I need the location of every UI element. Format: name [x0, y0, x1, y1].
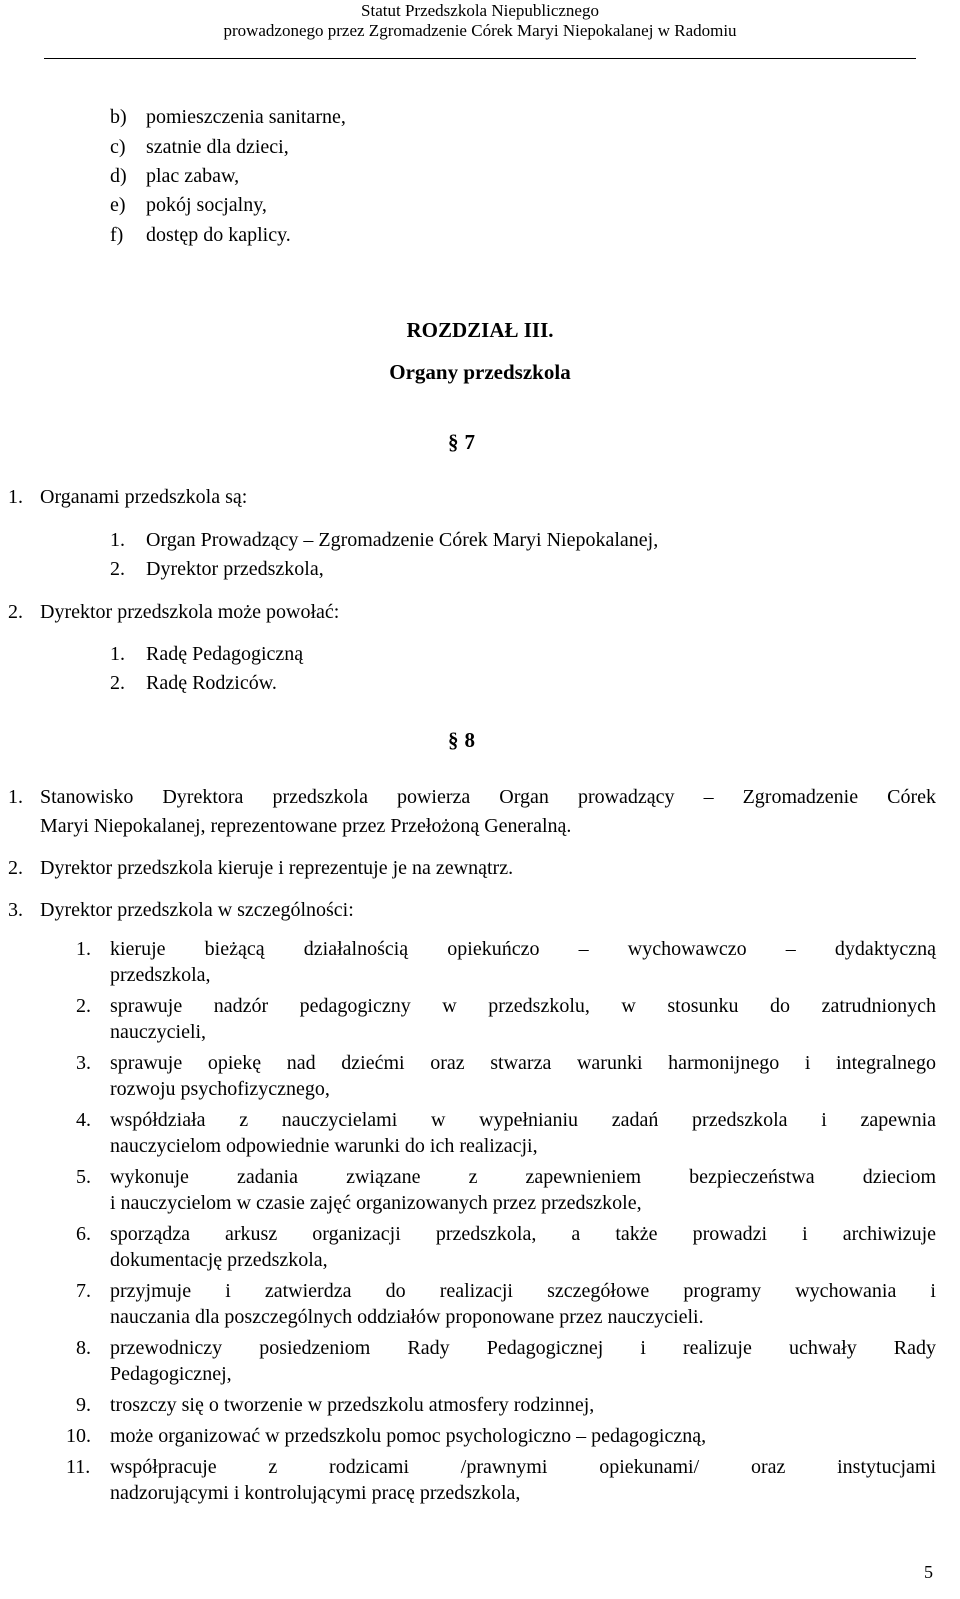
list-item: przyjmuje i zatwierdza do realizacji szczegółowe programy wychowania i [110, 1280, 936, 1302]
list-item: Organami przedszkola są: [40, 486, 248, 508]
list-item-continuation: i nauczycielom w czasie zajęć organizowanych przez przedszkole, [110, 1192, 642, 1214]
list-item: sporządza arkusz organizacji przedszkola, a także prowadzi i archiwizuje [110, 1223, 936, 1245]
section-symbol: § [448, 728, 459, 752]
list-item: dostęp do kaplicy. [146, 224, 291, 246]
list-marker: 4. [76, 1109, 91, 1131]
list-item: szatnie dla dzieci, [146, 136, 289, 158]
header-subtitle: prowadzonego przez Zgromadzenie Córek Maryi Niepokalanej w Radomiu [223, 21, 737, 40]
paragraph-line: Maryi Niepokalanej, reprezentowane przez Przełożoną Generalną. [40, 815, 572, 837]
list-marker: 1. [110, 529, 125, 551]
list-item: Dyrektor przedszkola może powołać: [40, 601, 340, 623]
section-number: 8 [464, 728, 475, 752]
section-symbol: § [448, 430, 459, 454]
list-marker: e) [110, 194, 126, 216]
list-item-continuation: nauczycieli, [110, 1021, 207, 1043]
list-marker: 2. [110, 558, 125, 580]
list-item-continuation: nauczania dla poszczególnych oddziałów proponowane przez nauczycieli. [110, 1306, 704, 1328]
list-item-continuation: dokumentację przedszkola, [110, 1249, 328, 1271]
list-marker: 1. [8, 786, 23, 808]
list-item: współpracuje z rodzicami /prawnymi opiekunami/ oraz instytucjami [110, 1456, 936, 1478]
list-marker: 2. [8, 857, 23, 879]
list-marker: 5. [76, 1166, 91, 1188]
list-marker: c) [110, 136, 126, 158]
list-marker: b) [110, 106, 127, 128]
list-marker: 6. [76, 1223, 91, 1245]
list-marker: 2. [8, 601, 23, 623]
list-item-continuation: przedszkola, [110, 964, 211, 986]
list-marker: 1. [110, 643, 125, 665]
list-item: przewodniczy posiedzeniom Rady Pedagogicznej i realizuje uchwały Rady [110, 1337, 936, 1359]
list-item: pokój socjalny, [146, 194, 267, 216]
list-item-continuation: Pedagogicznej, [110, 1363, 232, 1385]
header-divider [44, 58, 916, 59]
list-item: może organizować w przedszkolu pomoc psychologiczno – pedagogiczną, [110, 1425, 707, 1447]
list-item-continuation: nadzorującymi i kontrolującymi pracę przedszkola, [110, 1482, 521, 1504]
list-item: Radę Rodziców. [146, 672, 277, 694]
list-marker: d) [110, 165, 127, 187]
paragraph-text: Dyrektor przedszkola w szczególności: [40, 899, 354, 921]
list-marker: f) [110, 224, 124, 246]
list-item: wykonuje zadania związane z zapewnieniem bezpieczeństwa dzieciom [110, 1166, 936, 1188]
list-item: sprawuje nadzór pedagogiczny w przedszkolu, w stosunku do zatrudnionych [110, 995, 936, 1017]
list-marker: 1. [8, 486, 23, 508]
section-8-heading [448, 727, 475, 753]
chapter-title: ROZDZIAŁ III. [406, 318, 554, 342]
paragraph-line: Stanowisko Dyrektora przedszkola powierza Organ prowadzący – Zgromadzenie Córek [40, 786, 936, 808]
list-marker: 2. [76, 995, 91, 1017]
list-item: Organ Prowadzący – Zgromadzenie Córek Maryi Niepokalanej, [146, 529, 659, 551]
list-item-continuation: nauczycielom odpowiednie warunki do ich realizacji, [110, 1135, 538, 1157]
chapter-subtitle: Organy przedszkola [389, 360, 571, 384]
list-item: Dyrektor przedszkola, [146, 558, 324, 580]
list-marker: 10. [66, 1425, 91, 1447]
header-title: Statut Przedszkola Niepublicznego [361, 1, 599, 20]
list-item: pomieszczenia sanitarne, [146, 106, 346, 128]
list-marker: 8. [76, 1337, 91, 1359]
list-item: troszczy się o tworzenie w przedszkolu atmosfery rodzinnej, [110, 1394, 595, 1416]
list-item: Radę Pedagogiczną [146, 643, 304, 665]
list-marker: 3. [8, 899, 23, 921]
paragraph-text: Dyrektor przedszkola kieruje i reprezentuje je na zewnątrz. [40, 857, 514, 879]
list-marker: 11. [66, 1456, 91, 1478]
list-item-continuation: rozwoju psychofizycznego, [110, 1078, 330, 1100]
section-7-heading [448, 429, 475, 455]
list-item: kieruje bieżącą działalnością opiekuńczo – wychowawczo – dydaktyczną [110, 938, 936, 960]
list-marker: 9. [76, 1394, 91, 1416]
list-marker: 7. [76, 1280, 91, 1302]
list-item: plac zabaw, [146, 165, 240, 187]
list-item: sprawuje opiekę nad dziećmi oraz stwarza warunki harmonijnego i integralnego [110, 1052, 936, 1074]
page-number: 5 [924, 1562, 933, 1582]
list-marker: 2. [110, 672, 125, 694]
list-item: współdziała z nauczycielami w wypełnianiu zadań przedszkola i zapewnia [110, 1109, 936, 1131]
list-marker: 3. [76, 1052, 91, 1074]
section-number: 7 [464, 430, 475, 454]
list-marker: 1. [76, 938, 91, 960]
